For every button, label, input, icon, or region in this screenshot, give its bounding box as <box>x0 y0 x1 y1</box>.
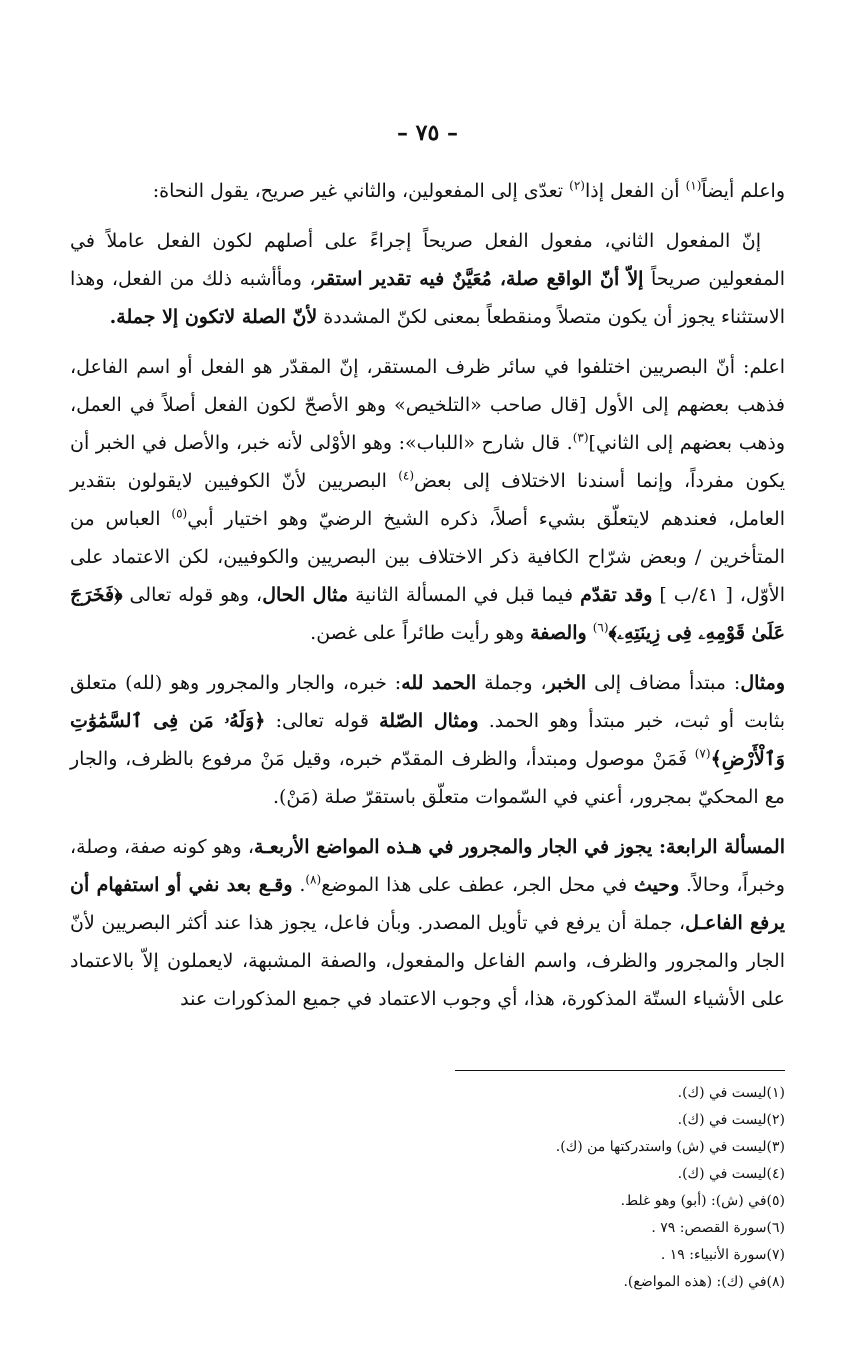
bold-text: المسألة الرابعة: يجوز في الجار والمجرور في هـذه المواضع الأربعـة <box>253 836 785 858</box>
paragraph-2 <box>70 222 785 336</box>
text-run: ، ومأأشبه ذلك من الفعل، وهذا الاستثناء يجوز أن يكون متصلاً ومنقطعاً بمعنى لكنّ المشددة <box>70 268 785 328</box>
bold-text: الحمد لله <box>401 672 477 694</box>
text-run: تعدّى إلى المفعولين، والثاني غير صريح، يقول النحاة: <box>152 180 570 202</box>
bold-text: وحيث <box>633 874 680 896</box>
footnote-ref: (١) <box>685 178 702 193</box>
footnote-4: (٤)ليست في (ك). <box>677 1166 785 1182</box>
paragraph-1 <box>70 172 785 210</box>
footnote-5: (٥)في (ش): (أبو) وهو غلط. <box>620 1193 785 1209</box>
bold-text: ومثال الصّلة <box>379 710 479 732</box>
bold-text: ﴿فَخَرَجَ عَلَىٰ قَوْمِهِۦ فِى زِينَتِهِۦ﴾ <box>70 584 785 644</box>
paragraph-4 <box>70 664 785 816</box>
footnote-ref: (٤) <box>398 468 415 483</box>
footnote-ref: (٦) <box>592 620 609 635</box>
text-run: : مبتدأ مضاف إلى <box>586 672 741 694</box>
footnotes <box>185 1080 785 1296</box>
text-run: فَمَنْ موصول ومبتدأ، والظرف المقدّم خبره، وقيل مَنْ مرفوع بالظرف، والجار مع المحكيّ بمجرور، أعني في السّموات متعلّق باستقرّ صلة (مَنْ). <box>70 748 785 808</box>
text-run: : خبره، والجار والمجرور وهو (لله) متعلق بثابت أو ثبت، خبر مبتدأ وهو الحمد. <box>70 672 785 732</box>
text-run: ، وجملة <box>476 672 547 694</box>
text-run: وهو رأيت طائراً على غصن. <box>310 622 531 644</box>
footnote-ref: (٥) <box>171 506 188 521</box>
footnote-7: (٧)سورة الأنبياء: ١٩ . <box>660 1247 785 1263</box>
footnote-2: (٢)ليست في (ك). <box>677 1112 785 1128</box>
text-run: ، وهو قوله تعالى <box>122 584 263 606</box>
bold-text: إلاّ أنّ الواقع صلة، مُعَيَّنٌ فيه تقدير استقر <box>315 268 644 290</box>
text-run: في محل الجر، عطف على هذا الموضع <box>321 874 634 896</box>
text-run: ، جملة أن يرفع في تأويل المصدر. وبأن فاعل، يجوز هذا عند أكثر البصريين لأنّ الجار والمجرور والظرف، واسم الفاعل والمفعول، والصفة المشبهة، لايعملون إلاّ بالاعتماد على الأشياء الستّة المذكورة، هذا، أي وجوب الاعتماد في جميع المذكورات عند <box>70 912 786 1010</box>
text-run: واعلم أيضاً <box>701 180 785 202</box>
footnote-ref: (٨) <box>305 872 322 887</box>
bold-text: وقد تقدّم <box>580 584 653 606</box>
text-run: البصريين لأنّ الكوفيين لايقولون بتقدير العامل، فعندهم لايتعلّق بشيء أصلاً، ذكره الشيخ الرضيّ وهو اختيار أبي <box>70 470 786 530</box>
text-run: . <box>292 874 306 896</box>
text-run: فيما قبل في المسألة الثانية <box>348 584 581 606</box>
bold-text: ﴿وَلَهُۥ مَن فِى ٱلسَّمَٰوَٰتِ وَٱلْأَرْضِ﴾ <box>70 710 785 770</box>
footnote-ref: (٣) <box>572 430 589 445</box>
bold-text: والصفة <box>530 622 587 644</box>
bold-text: الخبر <box>546 672 587 694</box>
text-run: اعلم: أنّ البصريين اختلفوا في سائر ظرف المستقر، إنّ المقدّر هو الفعل أو اسم الفاعل، فذهب بعضهم إلى الأول [قال صاحب «التلخيص» وهو الأصحّ لكون الفعل أصلاً في العمل، وذهب بعضهم إلى الثاني] <box>70 356 786 454</box>
bold-text: وقـع بعد نفي أو استفهام أن يرفع الفاعـل <box>70 874 785 934</box>
footnote-8: (٨)في (ك): (هذه المواضع). <box>623 1274 785 1290</box>
text-run: إنّ المفعول الثاني، مفعول الفعل صريحاً إجراءً على أصلهم لكون الفعل عاملاً في المفعولين صريحاً <box>70 230 786 290</box>
text-run: أن الفعل إذا <box>584 180 686 202</box>
footnote-1: (١)ليست في (ك). <box>677 1085 785 1101</box>
paragraph-5 <box>70 828 785 1018</box>
bold-text: لأنّ الصلة لاتكون إلا جملة. <box>109 306 318 328</box>
footnote-3: (٣)ليست في (ش) واستدركتها من (ك). <box>555 1139 785 1155</box>
bold-text: ومثال <box>740 672 785 694</box>
page-number: – ٧٥ – <box>397 120 458 146</box>
text-run: العباس من المتأخرين / وبعض شرّاح الكافية ذكر الاختلاف بين البصريين والكوفيين، لكن الاعتماد على الأوّل، [ ٤١/ب ] <box>70 508 786 606</box>
text-run: ، وهو كونه صفة، وصلة، وخبراً، وحالاً. <box>70 836 785 896</box>
footnote-divider <box>455 1070 785 1071</box>
footnote-6: (٦)سورة القصص: ٧٩ . <box>651 1220 785 1236</box>
bold-text: مثال الحال <box>262 584 349 606</box>
paragraph-3 <box>70 348 785 652</box>
footnote-ref: (٧) <box>694 746 711 761</box>
text-run: قوله تعالى: <box>265 710 380 732</box>
text-run: . قال شارح «اللباب»: وهو الأوْلى لأنه خبر، والأصل في الخبر أن يكون مفرداً، وإنما أسندنا الاختلاف إلى بعض <box>70 432 785 492</box>
footnote-ref: (٢) <box>569 178 585 193</box>
page-body <box>70 120 785 1030</box>
